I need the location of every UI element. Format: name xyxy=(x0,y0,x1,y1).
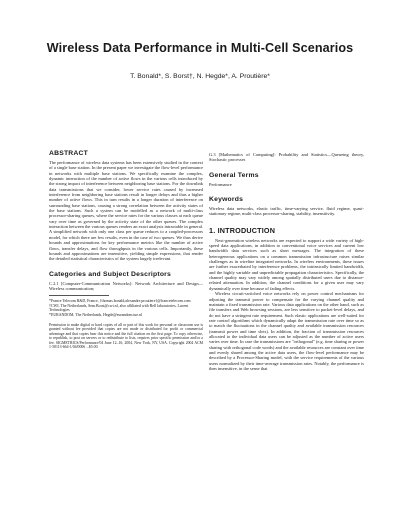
paper-title: Wireless Data Performance in Multi-Cell Scenarios xyxy=(46,41,354,55)
spacer xyxy=(209,187,364,196)
right-column xyxy=(209,152,364,371)
general-terms-heading: General Terms xyxy=(209,171,259,179)
spacer xyxy=(49,262,203,271)
categories-heading: Categories and Subject Descriptors xyxy=(49,270,172,278)
introduction-text xyxy=(209,238,364,372)
introduction-paragraph-1: Next-generation wireless networks are expected to support a wide variety of high-speed data applications, in addition to conventional voice services and current low bandwidth data services such as short messages. The integration of these heterogeneous applications on a common transmission infrastructure raises similar challenges as in wireline integrated networks. In wireless environments, these issues are further exacerbated by interference problems, the intrinsically limited bandwidth, and the highly variable and unpredictable propagation characteristics. Specifically, the channel quality may vary widely among spatially distributed users due to distance-related attenuation. In addition, the channel conditions for a given user may vary dynamically over time because of fading effects. xyxy=(209,237,364,291)
abstract-heading: ABSTRACT xyxy=(49,150,88,157)
keywords-text xyxy=(209,206,364,217)
left-column xyxy=(49,150,203,350)
footnote-eurandom: *EURANDOM, The Netherlands, Hegde@eurandom.tue.nl xyxy=(49,313,143,317)
categories-continued xyxy=(209,152,364,163)
keywords-paragraph: Wireless data networks, elastic traffic, time-varying service, fluid regime, quasi-stationary regime, multi-class processor-sharing, stability, insensitivity. xyxy=(209,206,364,217)
categories-text xyxy=(49,281,203,292)
abstract-paragraph: The performance of wireless data systems has been extensively studied in the context of a single base station. In the present paper we investigate the flow-level performance in networks with multiple base stations. We specifically examine the complex, dynamic interaction of the number of active flows in the various cells introduced by the strong impact of interference between neighboring base stations. For the downlink data transmissions that we consider, lower service rates caused by increased interference from neighboring base stations result in longer delays and thus a higher number of active flows. This in turn results in a longer duration of interference on surrounding base stations, causing a strong correlation between the activity states of the base stations. Such a system can be modelled as a network of multi-class processor-sharing queues, where the service rates for the various classes at each queue vary over time as governed by the activity state of the other queues. The complex interaction between the various queues renders an exact analysis intractable in general. A simplified network with only one class per queue reduces to a coupled-processors model, for which there are few results, even in the case of two queues. We thus derive bounds and approximations for key performance metrics like the number of active flows, transfer delays, and flow throughputs in the various cells. Importantly, these bounds and approximations are insensitive, yielding simple expressions, that render the detailed statistical characteristics of the system largely irrelevant. xyxy=(49,160,204,262)
footnote-france-telecom: *France Telecom R&D, France, {thomas.bonald,alexandre.proutiere}@francetelecom.com xyxy=(49,299,191,304)
keywords-heading: Keywords xyxy=(209,196,244,204)
general-terms-paragraph: Performance xyxy=(209,181,232,187)
paper-authors: T. Bonald*, S. Borst†, N. Hegde*, A. Proutière* xyxy=(130,73,270,80)
spacer xyxy=(209,217,364,226)
footnote-rule xyxy=(49,295,109,296)
copyright-notice: Permission to make digital or hard copies of all or part of this work for personal or classroom use is granted without fee provided that copies are not made or distributed for profit or commercial advantage and that copies bear this notice and the full citation on the first page. To copy otherwise, to republish, to post on servers or to redistribute to lists, requires prior specific permission and/or a fee. SIGMETRICS/Performance'04 June 12–16, 2004, New York, NY, USA. Copyright 2004 ACM 1-58113-664-1/04/0006 ...$5.00. xyxy=(49,322,203,350)
footnote-cwi: †CWI, The Netherlands, Sem.Borst@cwi.nl, also affiliated with Bell laboratories, Lucent Technologies xyxy=(49,303,189,313)
introduction-heading: 1. INTRODUCTION xyxy=(209,225,276,235)
categories-paragraph-b: G.3 [Mathematics of Computing]: Probability and Statistics—Queueing theory, Stochastic processes xyxy=(209,152,364,163)
spacer xyxy=(209,163,364,172)
categories-paragraph-a: C.2.1 [Computer-Communication Networks]: Network Architecture and Design—Wireless communication; xyxy=(49,280,203,291)
introduction-paragraph-2: Wireless circuit-switched voice networks rely on power control mechanisms for adjusting the transmit power to compensate for the varying channel quality and maintain a fixed transmission rate. Various data applications on the other hand, such as file transfers and Web browsing sessions, are less sensitive to packet-level delays, and do not have a stringent rate requirement. Such elastic applications are well-suited for rate control algorithms which dynamically adapt the transmission rate over time so as to match the fluctuations in the channel quality and available transmission resources (transmit power and time slots). In addition, the fraction of transmission resources allocated to the individual data users can be adjusted as the number of active users varies over time. In case the transmissions are "orthogonal" (e.g. time sharing or power sharing with orthogonal code words) and the available resources are constant over time and evenly shared among the active data users, the flow-level performance may be described by a Processor-Sharing model, with the service requirements of the various users normalized by their time-average transmission rates. Notably, the performance is then insensitive, in the sense that xyxy=(209,291,364,371)
abstract-text xyxy=(49,160,203,262)
